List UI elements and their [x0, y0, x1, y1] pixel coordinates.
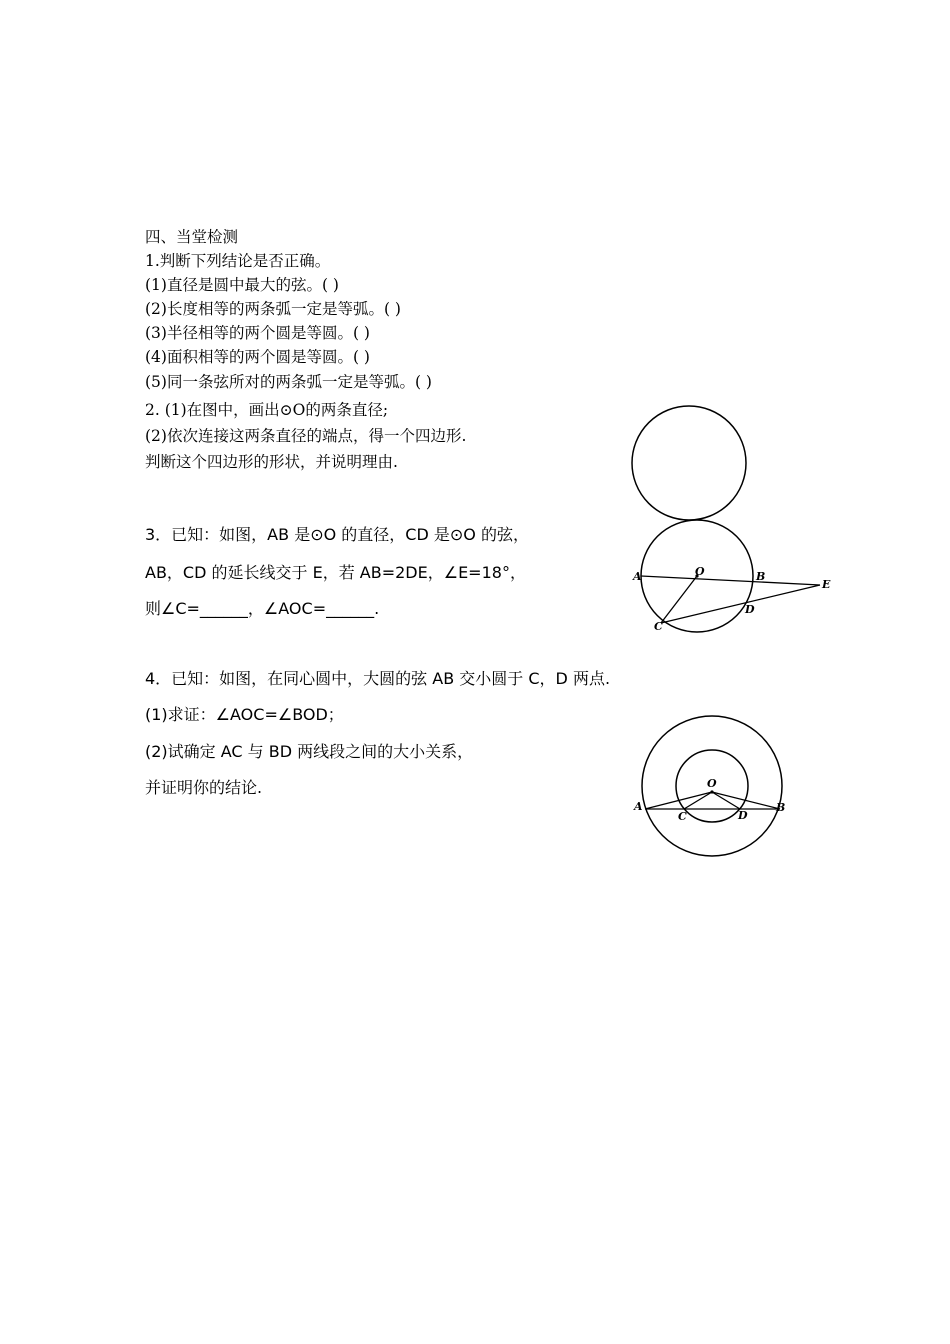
q3-label-c: C	[654, 620, 663, 633]
q4-line-1: 4．已知：如图，在同心圆中，大圆的弦 AB 交小圆于 C，D 两点.	[145, 669, 611, 688]
q1-item-1: (1)直径是圆中最大的弦。( )	[145, 276, 339, 294]
q3-label-o: O	[695, 565, 705, 578]
q4-label-c: C	[678, 810, 687, 823]
q1-stem: 1.判断下列结论是否正确。	[145, 252, 331, 270]
q4-label-b: B	[776, 801, 786, 814]
q3-line-3: 则∠C=______，∠AOC=______.	[145, 599, 380, 618]
q1-item-2: (2)长度相等的两条弧一定是等弧。( )	[145, 300, 401, 318]
q1-item-4: (4)面积相等的两个圆是等圆。( )	[145, 348, 370, 366]
q3-line-2: AB，CD 的延长线交于 E，若 AB=2DE，∠E=18°，	[145, 563, 526, 582]
q4-line-2: (1)求证：∠AOC=∠BOD；	[145, 705, 344, 724]
q3-circle-figure	[630, 515, 840, 640]
q4-label-o: O	[707, 777, 717, 790]
q3-label-b: B	[756, 570, 766, 583]
section-title: 四、当堂检测	[145, 228, 239, 246]
q3-line-1: 3．已知：如图，AB 是⊙O 的直径，CD 是⊙O 的弦，	[145, 525, 529, 544]
q1-item-3: (3)半径相等的两个圆是等圆。( )	[145, 324, 370, 342]
q3-label-a: A	[633, 570, 642, 583]
q4-label-d: D	[738, 809, 748, 822]
q2-line-3: 判断这个四边形的形状，并说明理由.	[145, 453, 398, 471]
q4-line-3: (2)试确定 AC 与 BD 两线段之间的大小关系，	[145, 742, 474, 761]
q2-line-2: (2)依次连接这两条直径的端点，得一个四边形.	[145, 427, 467, 445]
q3-label-e: E	[822, 578, 831, 591]
q3-label-d: D	[745, 603, 755, 616]
q4-concentric-circles-figure	[630, 712, 795, 862]
q4-label-a: A	[634, 800, 643, 813]
q2-line-1: 2. (1)在图中，画出⊙O的两条直径;	[145, 401, 389, 419]
q4-line-4: 并证明你的结论.	[145, 778, 263, 797]
q1-item-5: (5)同一条弦所对的两条弧一定是等弧。( )	[145, 373, 432, 391]
q2-circle-figure	[630, 404, 750, 524]
